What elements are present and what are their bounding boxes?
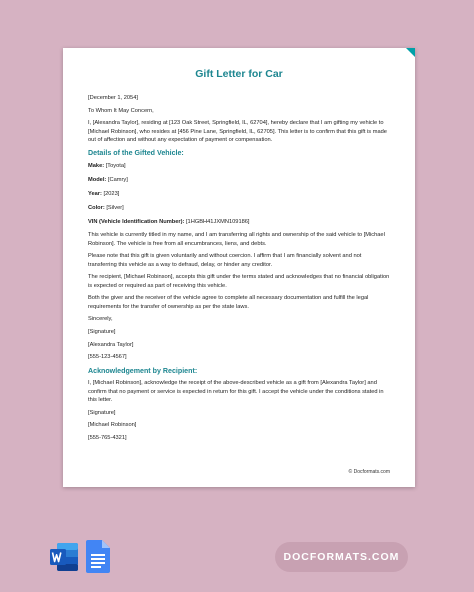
vehicle-details-heading: Details of the Gifted Vehicle:: [88, 149, 184, 158]
detail-vin-value: [1HGBH41JXMN109186]: [184, 218, 250, 225]
title-transfer-paragraph: This vehicle is currently titled in my name, and I am transferring all rights and ownership of the said vehicle to [Michael Robinson]. The vehicle is free from all encumbrances, liens, and debts.: [88, 232, 385, 247]
docformats-badge[interactable]: DOCFORMATS.COM: [275, 542, 408, 572]
detail-model-value: [Camry]: [106, 176, 128, 183]
word-icon[interactable]: [49, 541, 79, 573]
document-title: Gift Letter for Car: [195, 68, 283, 80]
detail-color-label: Color:: [88, 204, 105, 211]
document-page: [63, 48, 415, 487]
intro-paragraph: I, [Alexandra Taylor], residing at [123 Oak Street, Springfield, IL, 62704], hereby declare that I am gifting my vehicle to [Michael Robinson], who resides at [456 Pine Lane, Springfield, IL, 62705]. This letter is to confirm that this gift is made out of affection and without any expectation of payment or compensation.: [88, 120, 387, 143]
acknowledgement-heading: Acknowledgement by Recipient:: [88, 366, 198, 375]
detail-year-label: Year:: [88, 190, 102, 197]
recipient-signature: [Signature]: [88, 409, 116, 416]
detail-color: [88, 204, 390, 212]
letter-date: [December 1, 2054]: [88, 95, 138, 101]
detail-color-value: [Silver]: [104, 204, 124, 211]
detail-year-value: [2023]: [101, 190, 120, 197]
detail-year: [88, 190, 390, 198]
detail-vin-label: VIN (Vehicle Identification Number):: [88, 218, 185, 225]
detail-make-label: Make:: [88, 162, 105, 169]
letter-salutation: To Whom It May Concern,: [88, 107, 154, 114]
closing: Sincerely,: [88, 316, 113, 323]
giver-signature: [Signature]: [88, 329, 116, 336]
detail-make-value: [Toyota]: [104, 162, 126, 169]
agreement-paragraph: Both the giver and the receiver of the vehicle agree to complete all necessary documentation and fulfill the legal requirements for the transfer of ownership as per the state laws.: [88, 295, 369, 310]
recipient-paragraph: The recipient, [Michael Robinson], accepts this gift under the terms stated and acknowledges that no financial obligation is expected or required as part of receiving this vehicle.: [88, 274, 390, 289]
recipient-phone: [555-765-4321]: [88, 434, 127, 441]
copyright-notice: © Docformats.com: [348, 469, 390, 475]
giver-name: [Alexandra Taylor]: [88, 341, 134, 348]
google-docs-icon[interactable]: [86, 540, 110, 573]
detail-vin: [88, 218, 390, 226]
acknowledgement-paragraph: I, [Michael Robinson], acknowledge the receipt of the above-described vehicle as a gift from [Alexandra Taylor] and confirm that no payment or service is expected in return for this gift. I accept the vehicle under the conditions stated in this letter.: [88, 380, 384, 403]
detail-model-label: Model:: [88, 176, 107, 183]
detail-model: [88, 176, 390, 184]
voluntary-paragraph: Please note that this gift is given voluntarily and without coercion. I affirm that I am financially solvent and not transferring this vehicle as a way to defraud, delay, or hinder any creditor.: [88, 253, 362, 268]
recipient-name: [Michael Robinson]: [88, 422, 137, 429]
page-corner-accent: [406, 48, 415, 57]
detail-make: [88, 162, 390, 170]
giver-phone: [555-123-4567]: [88, 354, 127, 361]
